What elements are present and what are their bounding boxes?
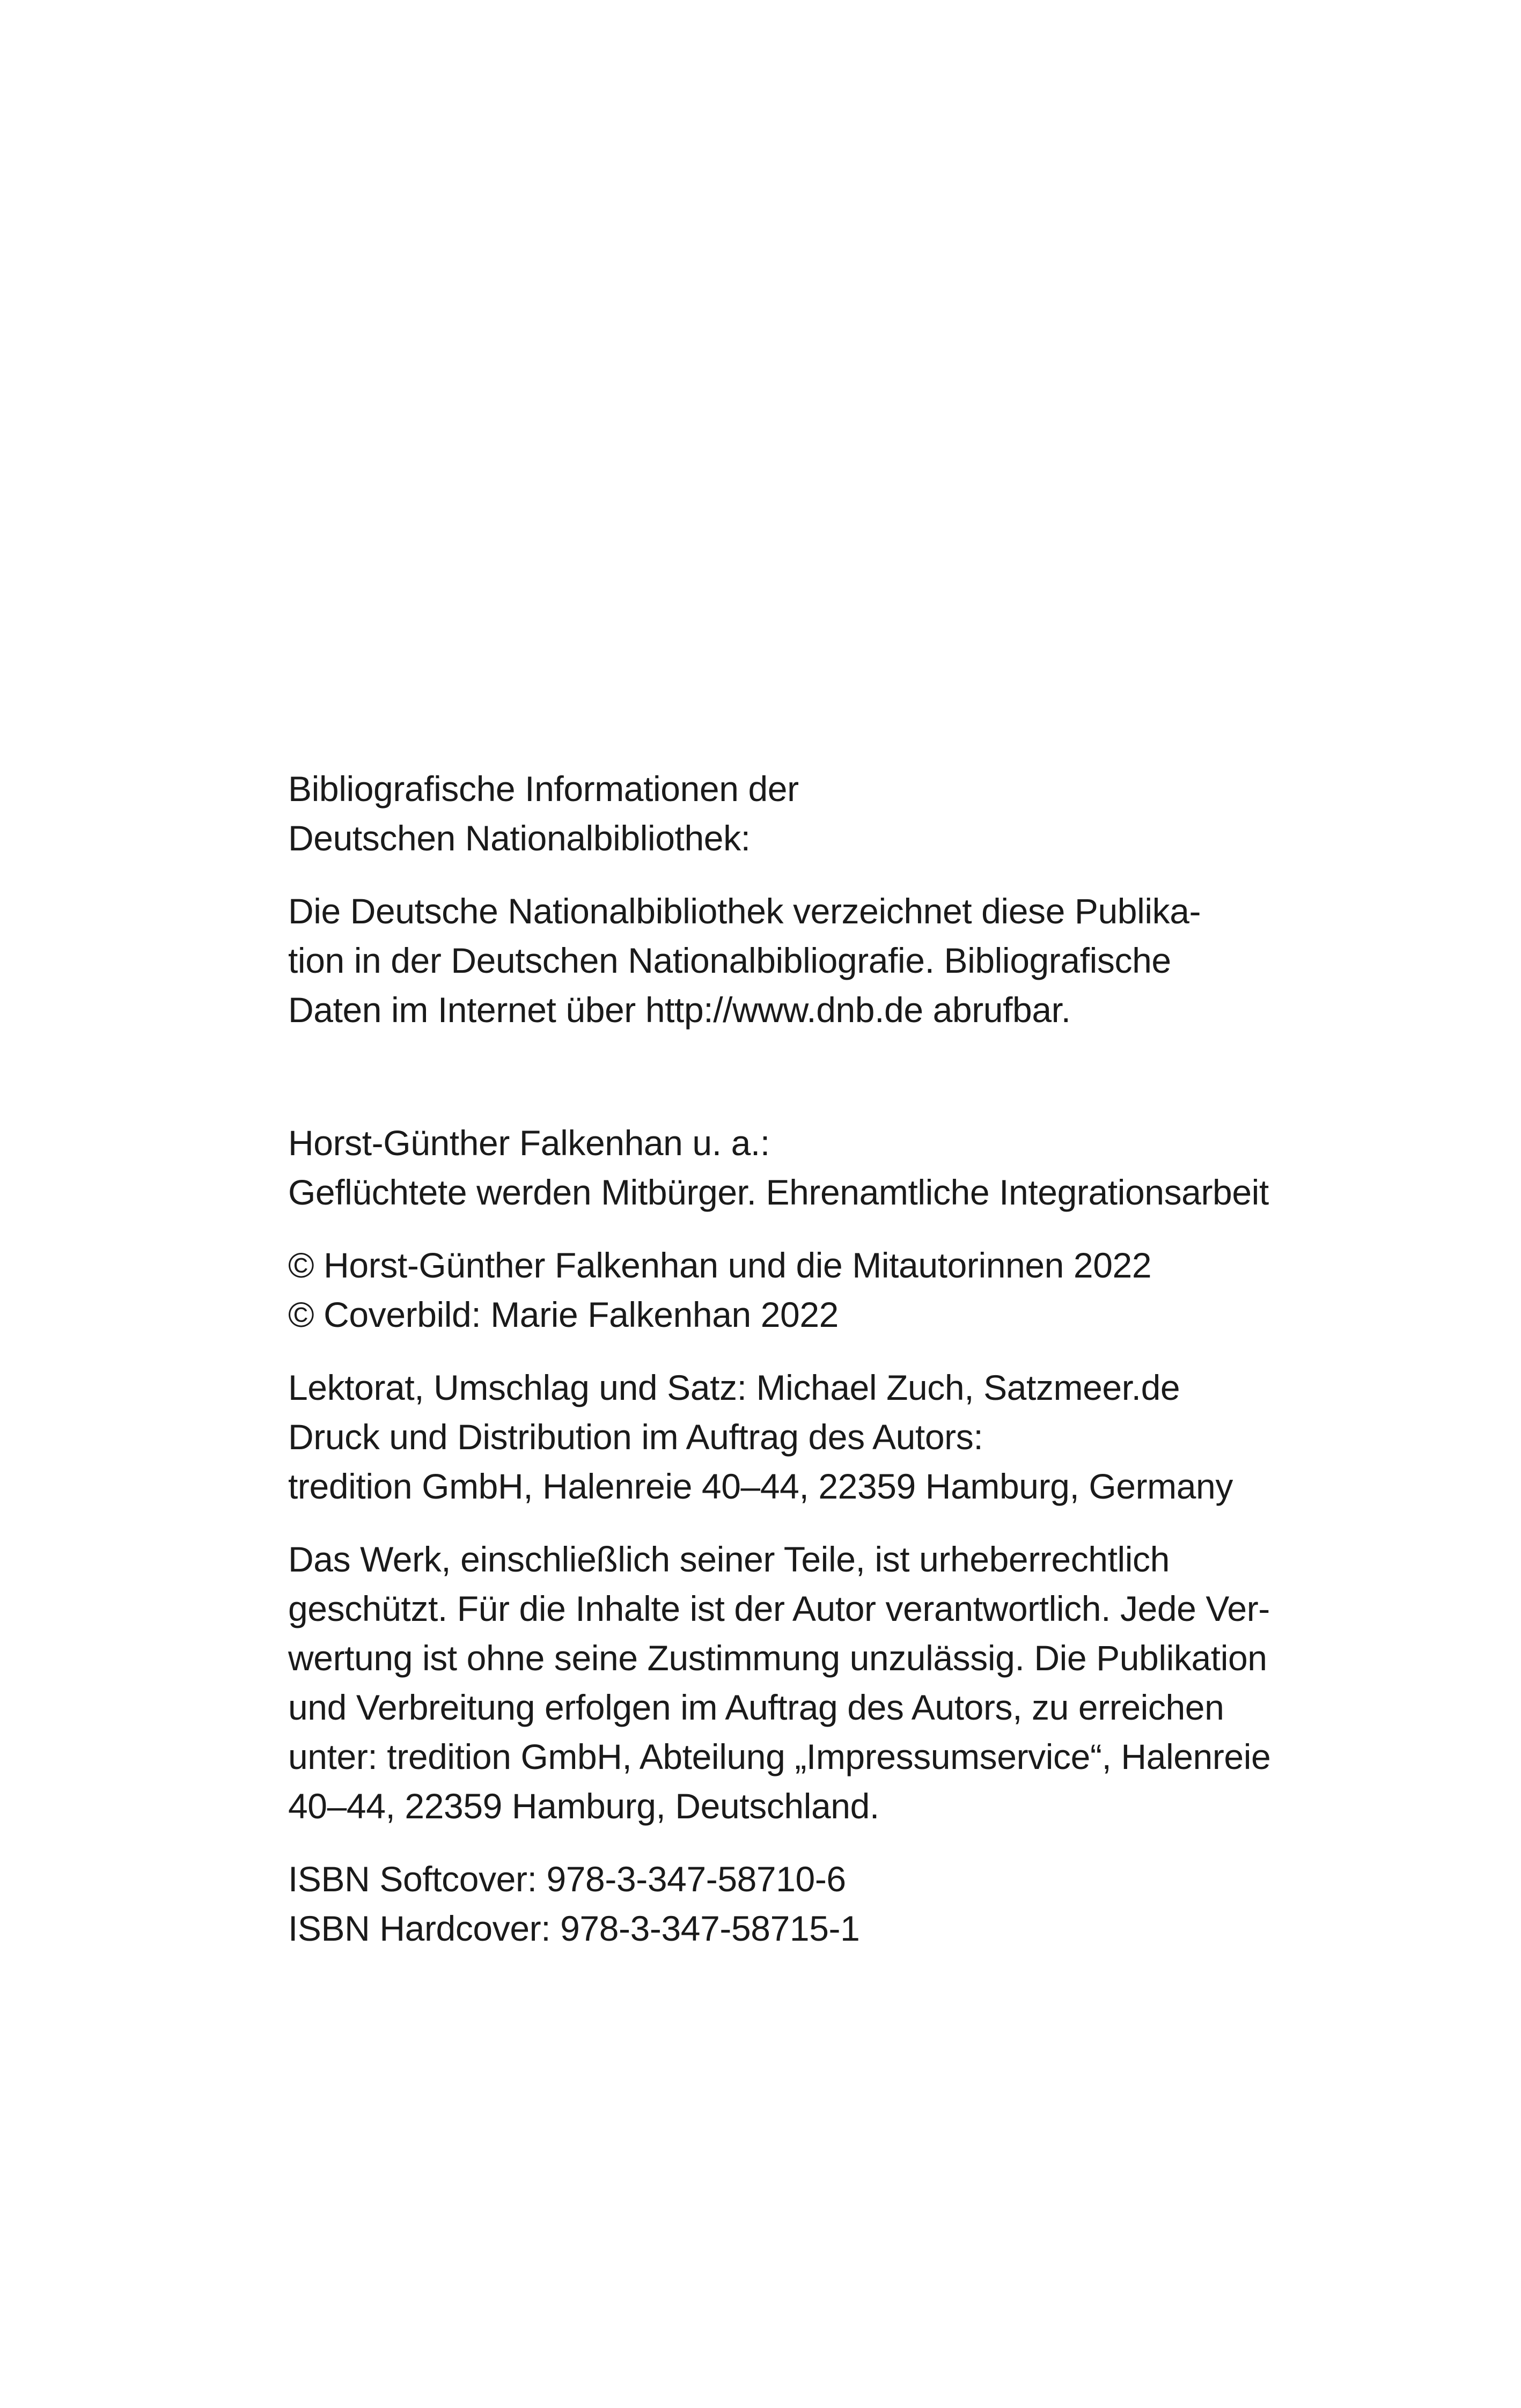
rights-statement — [288, 1535, 1286, 1831]
production-line: Lektorat, Umschlag und Satz: Michael Zuch, Satzmeer.de — [288, 1368, 1180, 1407]
title-line: Horst-Günther Falkenhan u. a.: — [288, 1123, 770, 1163]
rights-line: und Verbreitung erfolgen im Auftrag des Autors, zu erreichen — [288, 1687, 1224, 1727]
bibliographic-notice — [288, 886, 1286, 1034]
title-line: Geflüchtete werden Mitbürger. Ehrenamtliche Integrationsarbeit — [288, 1172, 1269, 1212]
isbn-list — [288, 1854, 1286, 1953]
book-title — [288, 1118, 1286, 1217]
notice-line: Daten im Internet über http://www.dnb.de abrufbar. — [288, 990, 1071, 1030]
rights-line: geschützt. Für die Inhalte ist der Autor verantwortlich. Jede Ver- — [288, 1589, 1270, 1628]
copyright-line: © Horst-Günther Falkenhan und die Mitautorinnen 2022 — [288, 1245, 1152, 1285]
copyright-notice — [288, 1240, 1286, 1339]
imprint-page — [288, 764, 1286, 1953]
production-credits — [288, 1363, 1286, 1511]
production-line: Druck und Distribution im Auftrag des Autors: — [288, 1417, 983, 1457]
heading-line: Deutschen Nationalbibliothek: — [288, 818, 751, 858]
copyright-line: © Coverbild: Marie Falkenhan 2022 — [288, 1295, 839, 1334]
rights-line: unter: tredition GmbH, Abteilung „Impressumservice“, Halenreie — [288, 1737, 1271, 1776]
isbn-line: ISBN Softcover: 978-3-347-58710-6 — [288, 1859, 846, 1899]
production-line: tredition GmbH, Halenreie 40–44, 22359 Hamburg, Germany — [288, 1466, 1233, 1506]
rights-line: 40–44, 22359 Hamburg, Deutschland. — [288, 1786, 879, 1826]
bibliographic-heading — [288, 764, 1286, 863]
isbn-line: ISBN Hardcover: 978-3-347-58715-1 — [288, 1908, 860, 1948]
notice-line: tion in der Deutschen Nationalbibliografie. Bibliografische — [288, 941, 1171, 980]
heading-line: Bibliografische Informationen der — [288, 769, 799, 809]
rights-line: Das Werk, einschließlich seiner Teile, ist urheberrechtlich — [288, 1539, 1170, 1579]
notice-line: Die Deutsche Nationalbibliothek verzeichnet diese Publika- — [288, 891, 1201, 931]
rights-line: wertung ist ohne seine Zustimmung unzulässig. Die Publikation — [288, 1638, 1267, 1678]
